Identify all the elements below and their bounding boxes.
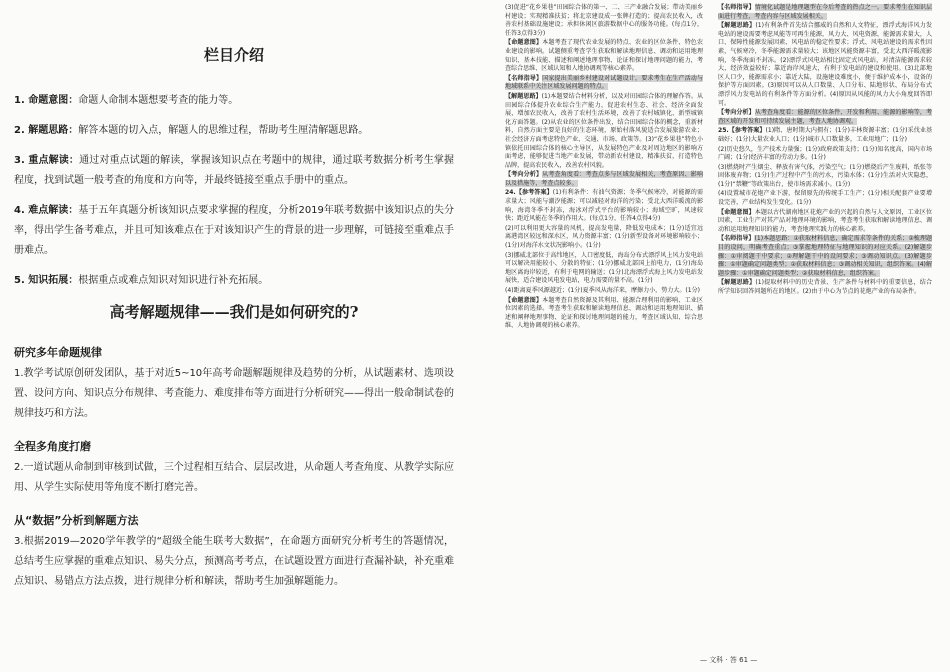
answer-text: 本题考查自然资源及其利用、能源合理利用的影响、工业区位因素的选择。考查考生获取和解读地理信息、调动和运用地理知识、描述和阐释地理事物、论证和探讨地理问题的能力，考查区域认知、综合思维、人地协调观的核心素养。 — [505, 296, 704, 330]
answer-paragraph — [718, 4, 932, 21]
answer-column-middle — [505, 4, 703, 332]
answer-paragraph — [718, 127, 932, 144]
answer-text: (2)历史悠久，生产技术力量强；(1分)政府政策支持；(1分)知名度高，国内市场广阔；(1分)经济丰富的劳动力多。(1分) — [718, 145, 932, 162]
research-heading: 全程多角度打磨 — [14, 440, 91, 453]
answer-paragraph — [718, 190, 932, 207]
left-column — [14, 38, 454, 602]
answer-tag: 【命题意图】 — [505, 39, 543, 47]
research-heading: 研究多年命题规律 — [14, 346, 102, 359]
page-footer: — 文科 · 答 61 — — [700, 656, 758, 664]
answer-tag: 【参考答案】 — [515, 189, 553, 197]
intro-item-text: 命题人命制本题想要考查的能力等。 — [78, 95, 239, 106]
section-title: 栏目介绍 — [203, 46, 264, 64]
intro-item-label: 4. 难点解读： — [14, 205, 79, 216]
intro-item-label: 1. 命题意图： — [14, 95, 79, 106]
answer-tag: 【解题思路】 — [505, 92, 542, 100]
intro-item-text: 根据重点或难点知识对知识进行补充拓展。 — [78, 275, 269, 286]
question-number: 24. — [505, 189, 516, 197]
research-text: 1.教学考试原创研发团队，基于对近5~10年高考命题解题规律及趋势的分析，从试题素材、选项设置、设问方向、知识点分布规律、考查能力、难度排布等方面进行分析研究——得出一般命制试卷的规律技巧和方法。 — [14, 368, 454, 419]
research-heading: 从“数据”分析到解题方法 — [14, 514, 139, 527]
answer-text: (3)促进“花乡果巷”田园综合体的第一、二、三产业融合发展；带动美丽乡村建设；实现精准扶贫；将北京建设成一张牌打造的；提高农民收入，改善农村基础设施建设；承担休闲区旅游数据中心的服务功能。(每点1分，任答3点得3分) — [505, 4, 703, 37]
intro-item-text: 解答本题的切入点，解题人的思维过程，帮助考生厘清解题思路。 — [78, 125, 369, 136]
intro-item — [14, 151, 454, 191]
answer-paragraph — [718, 164, 932, 190]
research-sections — [14, 344, 454, 592]
research-text: 3.根据2019—2020学年教学的“超级全能生联考大数据”，在命题方面研究分析考生的答题情况，总结考生应掌握的重难点知识、易失分点，预测高考考点，在试题设置方面进行查漏补缺，补充重难点知识、易错点方法点拨，进行规律分析和解读，帮助考生加强解题能力。 — [14, 536, 454, 587]
answer-text: (1)本题要结合材料分析，以及对田园综合体的理解作答。从田园综合体提升农业综合生产能力，促进农村生态、社会、经济全面发展，增加农民收入，改善了农村生活环境，改善了农村城镇化、新型城镇化方面答题。(2)从农业的区位条件出发，结合田园综合体的概念，重新材料，自然方面主要是良好的生态环境，原始村落风貌适合发展旅游农业；社会经济方面考虑特色产业、交通、市场、政策等。(3)“花乡果巷”特色小镇依托田园综合体的核心主导区，从发展特色产业及对周边地区的影响方面考虑，能够促进当地产业发展，带动新农村建设，精准扶贫，打造特色品牌，提高农民收入，改善农村风貌。 — [505, 92, 703, 169]
answer-tag: 【名师指导】 — [505, 74, 543, 82]
answer-text: 从考查角度看：考查点多与区域发展相关，考查原因、影响以及措施等，考查点较多。 — [505, 171, 704, 187]
answer-text: (3)燃烧时产生烟尘、释放有害气体，污染空气；(1分)燃烧后产生废料，纸张等固体废弃物；(1分)生产过程中产生的污水，污染水体；(1分)生活对火灾隐患，(1分)“禁鞭”等政策出台，使市场需求减小。(1分) — [718, 163, 932, 188]
answer-tag: 【考向分析】 — [718, 109, 755, 117]
answer-paragraph — [718, 22, 932, 108]
answer-paragraph — [505, 39, 703, 73]
answer-paragraph — [718, 209, 932, 235]
answer-text: 从考查角度看：能源的区位条件、开发和利用、能源的影响等，考查区域的开发和可持续发展主题，考查人地协调观。 — [718, 109, 933, 125]
answer-text: (1)有利条件：有油气资源；冬季气候寒冷，对能源的需求量大；风能与潮汐能源；可以减轻对海洋的污染；受北大西洋暖流的影响，海湾冬季不封冻，海冰对浮式平台的影响较小；海域空旷，风速较快；距近风能在冬季的作用大。(每点1分，任答4点得4分) — [505, 189, 703, 223]
question-number: 25. — [718, 127, 729, 135]
intro-item-label: 3. 重点解读： — [14, 155, 80, 166]
answer-paragraph — [718, 235, 932, 278]
answer-tag: 【解题思路】 — [718, 279, 756, 287]
intro-item-label: 5. 知识拓展： — [14, 275, 79, 286]
answer-column-right — [718, 4, 932, 298]
answer-text: (4)距离夏季风源越近；(1分)夏季风从海洋来，摩擦力小，势力大。(1分) — [505, 287, 701, 294]
answer-text: (2)可以利用更大容量的风机，提高发电量，降低发电成本；(1分)适宜远离港湾区较远和深水区，风力资源丰富；(1分)新型设备对环境影响较小；(1分)对海洋水文状况影响小。(1分) — [505, 224, 703, 250]
intro-list — [14, 91, 454, 291]
answer-text: (1)本题思路：①获取材料信息，确定需求等条件的关系；②梳理题目的设问，明确考查重点；③掌握地理特征与地理知识的对应关系。(2)解题步骤：①审阅题干中要求；②理解题干中的设问要求；③调动知识点。(3)解题步骤：①审题确定问题类型；②获取材料信息；③调动相关知识，组织答案。(4)解题步骤：①审题确定问题类型；②获取材料信息，组织答案。 — [718, 235, 933, 277]
research-text: 2.一道试题从命制到审核到试做，三个过程相互结合、层层改进，从命题人考查角度、从教学实际应用、从学生实际使用等角度不断打磨完善。 — [14, 462, 454, 493]
intro-item-text: 通过对重点试题的解读，掌握该知识点在考题中的规律，通过联考数据分析考生掌握程度，找到试题一般考查的角度和方向等，并最终链接至重点手册中的重点。 — [14, 155, 454, 186]
answer-text: 情境化试题是地理题型在今后考查的热点之一。要求考生在知识层面进行考查，考查内容与区域发展相关。 — [718, 4, 933, 20]
intro-item — [14, 201, 454, 261]
intro-item-text: 基于五年真题分析该知识点要求掌握的程度，分析2019年联考数据中该知识点的失分率，得出学生备考难点，并且可知该难点在于对该知识产生的背景的进一步理解，可链接至重难点手册难点。 — [14, 205, 454, 256]
answer-text: (3)挪威北部位于高纬地区，人口密度低，海岛分布式漂浮风上风力发电站可以解决用能较小、分散的特征；(1分)挪威北部国上拍电力，(1分)海岛地区离海岸较近，有利于电网的输送；(1分)北海漂浮式海上风力发电站发展快，适合建设风电发电站，电力需要的量不高。(1分) — [505, 251, 703, 285]
intro-item — [14, 91, 454, 111]
answer-paragraph — [505, 252, 703, 286]
answer-tag: 【参考答案】 — [728, 127, 766, 135]
answer-tag: 【名师指导】 — [718, 235, 755, 243]
answer-text: (1)提取材料中的历史背景、生产条件与材料中的重要信息，结合所学知识回答问题所在的地区。(2)由于中心为节点的花炮产业的布局条件。 — [718, 279, 932, 295]
answer-tag: 【名师指导】 — [718, 4, 755, 11]
intro-item — [14, 271, 454, 291]
answer-tag: 【解题思路】 — [718, 22, 756, 30]
answer-paragraph — [718, 146, 932, 163]
answer-tag: 【命题意图】 — [718, 208, 755, 216]
answer-paragraph — [718, 279, 932, 296]
intro-item — [14, 121, 454, 141]
answer-paragraph — [505, 297, 703, 331]
answer-text: 本题考查了现代农业发展的特点、农业的区位条件、特色农业建设的影响。试题侧重考查学生获取和解读地理信息、调动和运用地理知识、基本技能、描述和阐述地理事物、论证和探讨地理问题的能力，考查综合思维、区域认知和人地协调观等核心素养。 — [505, 39, 704, 73]
answer-paragraph — [505, 4, 703, 38]
answer-tag: 【命题意图】 — [505, 296, 543, 304]
answer-paragraph — [505, 75, 703, 92]
section-title-2: 高考解题规律——我们是如何研究的? — [109, 303, 359, 321]
answer-text: 国家提出美丽乡村建设对试题设计，要求考生在生产活动与地域联系中关注区域发展问题的特点。 — [505, 74, 704, 91]
answer-paragraph — [505, 287, 703, 296]
intro-item-label: 2. 解题思路： — [14, 125, 79, 136]
answer-paragraph — [505, 225, 703, 251]
answer-text: 本题以古代湖南地区花炮产业的兴起的自然与人文原因，工业区位因素，工业生产对其产品对地理环境的影响，考查考生获取和解读地理信息、调动和运用地理知识的能力，考查地理实践力的核心素养。 — [718, 208, 933, 233]
answer-paragraph — [505, 93, 703, 170]
answer-text: (4)设置城市花炮产业下游，保留原先的传统手工生产；(1分)相关配套产业要增设完善，产业结构发生变化。(1分) — [718, 190, 932, 207]
answer-paragraph — [505, 171, 703, 188]
answer-text: (1)有利条件首先结合挪威的自然和人文特征，漂浮式海洋风力发电站的建设需要考虑风能等可再生能源，风力大、风电资源，能源需求量大，人口、保障性能源发展因素、风电站的稳定性要求；浮式、风电站建设的需求性因素，气候寒冷，冬季能源需求量较大；该地区风能资源丰富，受北大西洋暖流影响，冬季海面不封冻。(2)漂浮式风电站相比固定式风电站，对清洁能源需求较大，经济效益较好；靠近海岸风速大，有利于发电站的建设和使用。(3)北部地区人口少，能源需求小；靠近大陆，设施建设难度小，便于维护成本小，设备的保护等方面因素。(3)原因可以从人口数量、人口分布、陆地形状、布局分布式漂浮风力发电站的有利条件等方面分析。(4)原因从风能的风力大小角度回答即可。 — [718, 22, 932, 107]
answer-tag: 【考向分析】 — [505, 171, 543, 179]
answer-paragraph — [718, 109, 932, 126]
answer-text: (1)隋、唐时期大内拥有；(1分)丰林资源丰富；(1分)采伐业基础好；(1分)大量农业人口；(1分)城市人口数量多，工业用地广；(1分) — [718, 127, 933, 143]
answer-paragraph — [505, 189, 703, 223]
